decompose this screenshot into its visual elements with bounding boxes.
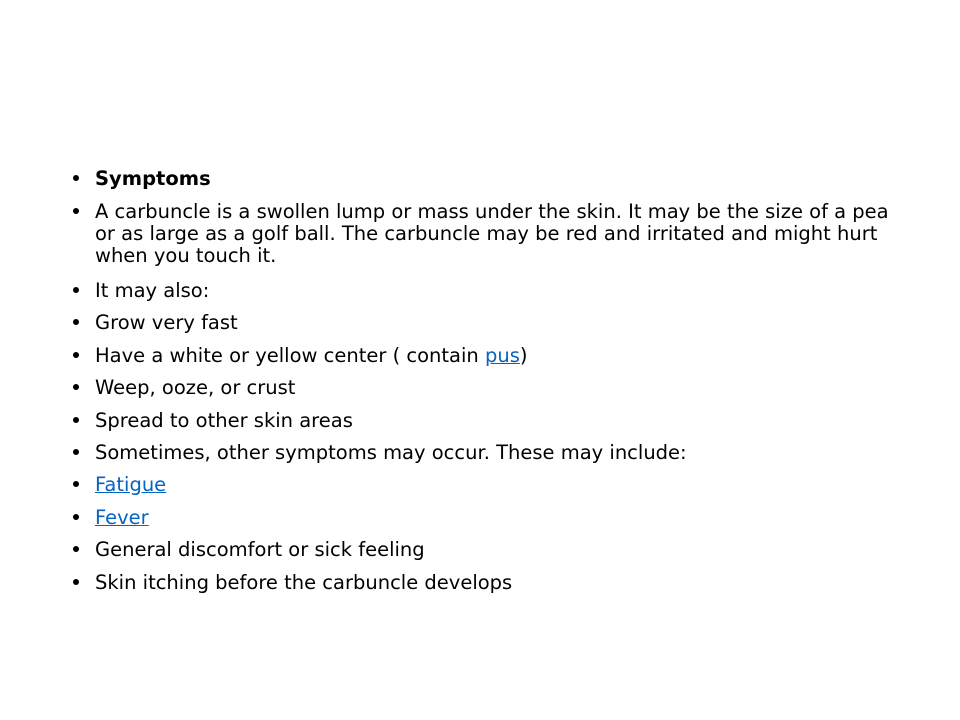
bullet-weep-ooze [73,377,903,399]
bullet-fever [73,507,903,529]
bullet-dot-icon [73,319,79,325]
fever-link[interactable]: Fever [95,505,149,529]
bullet-fatigue [73,474,903,496]
bullet-text: Grow very fast [95,311,238,335]
bullet-general-discomfort [73,539,903,561]
bullet-dot-icon [73,579,79,585]
bullet-dot-icon [73,352,79,358]
bullet-text: Spread to other skin areas [95,408,353,432]
bullet-dot-icon [73,384,79,390]
pus-link[interactable]: pus [484,343,520,367]
bullet-white-yellow-center [73,345,903,367]
heading-text: Symptoms [95,167,211,190]
bullet-description [73,201,903,267]
bullet-text: General discomfort or sick feeling [95,538,425,562]
bullet-heading-symptoms [73,168,903,190]
bullet-text: It may also: [95,279,210,302]
bullet-text: Skin itching before the carbuncle develops [95,570,513,594]
bullet-text: Weep, ooze, or crust [95,376,296,400]
bullet-text: Sometimes, other symptoms may occur. These may include: [95,440,687,464]
bullet-spread [73,410,903,432]
bullet-list [73,168,903,604]
bullet-it-may-also [73,280,903,302]
fatigue-link[interactable]: Fatigue [95,473,167,497]
bullet-other-symptoms [73,442,903,464]
bullet-dot-icon [73,546,79,552]
bullet-dot-icon [73,481,79,487]
bullet-dot-icon [73,417,79,423]
bullet-dot-icon [73,175,79,181]
bullet-dot-icon [73,449,79,455]
bullet-skin-itching [73,572,903,594]
bullet-dot-icon [73,287,79,293]
bullet-grow-fast [73,312,903,334]
bullet-dot-icon [73,514,79,520]
bullet-text-before: Have a white or yellow center ( contain [95,343,485,367]
description-text: A carbuncle is a swollen lump or mass under the skin. It may be the size of a pea or as large as a golf ball. The carbuncle may be red and irritated and might hurt when you touch it. [95,200,889,267]
bullet-dot-icon [73,208,79,214]
bullet-text-after: ) [519,343,528,367]
